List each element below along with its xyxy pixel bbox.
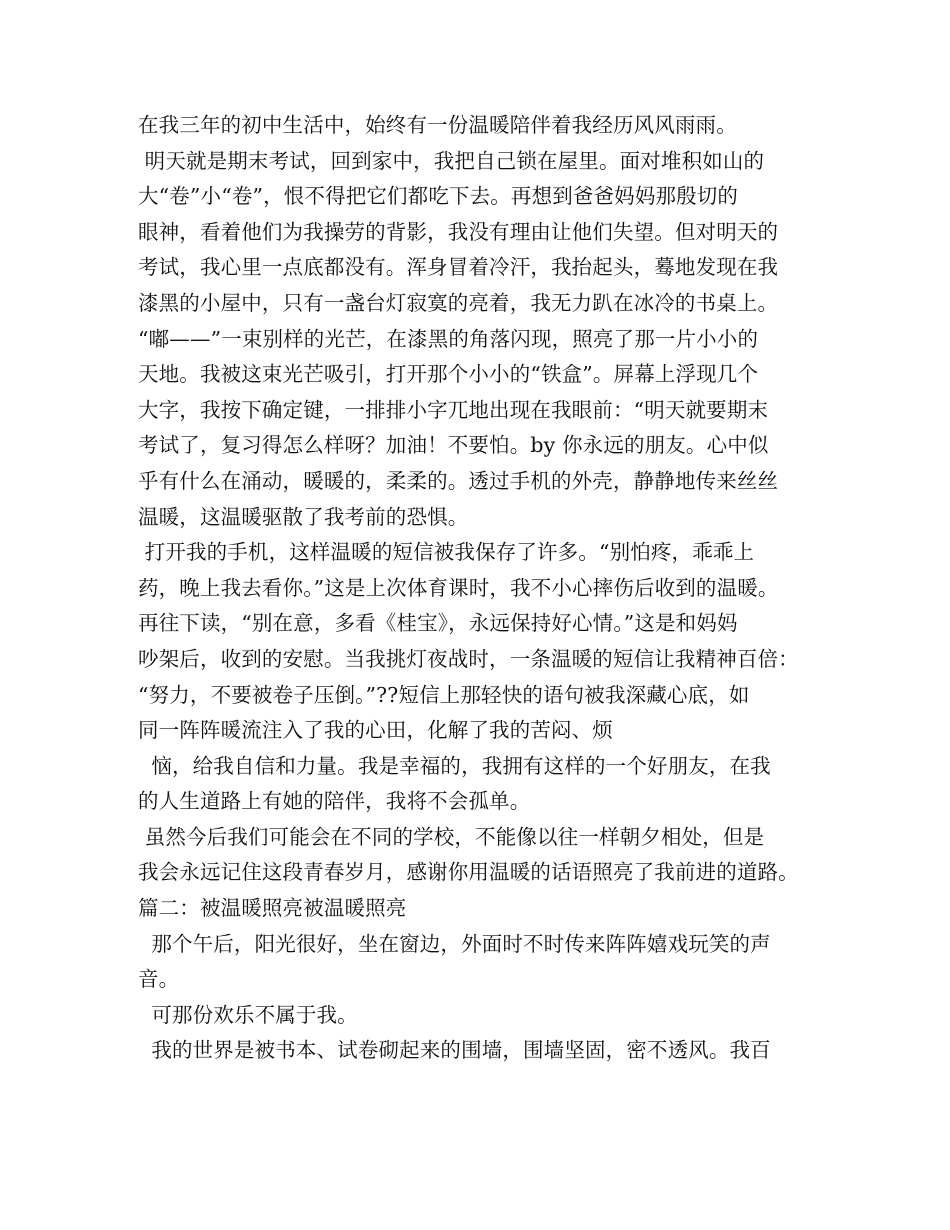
text-line: 考试，我心里一点底都没有。浑身冒着冷汗，我抬起头，蓦地发现在我 xyxy=(138,255,779,280)
text-line: 我会永远记住这段青春岁月，感谢你用温暖的话语照亮了我前进的道路。 xyxy=(138,860,799,885)
section-heading: 篇二：被温暖照亮被温暖照亮 xyxy=(138,896,407,921)
text-line: 漆黑的小屋中，只有一盏台灯寂寞的亮着，我无力趴在冰冷的书桌上。 xyxy=(138,290,779,315)
document-body xyxy=(138,108,818,1069)
text-line: “嘟——”一束别样的光芒，在漆黑的角落闪现，照亮了那一片小小的 xyxy=(138,326,759,351)
text-line: “努力，不要被卷子压倒。”??短信上那轻快的语句被我深藏心底，如 xyxy=(138,682,750,707)
text-line: 吵架后，收到的安慰。当我挑灯夜战时，一条温暖的短信让我精神百倍： xyxy=(138,646,799,671)
text-line: 虽然今后我们可能会在不同的学校，不能像以往一样朝夕相处，但是 xyxy=(138,824,765,849)
text-line: 可那份欢乐不属于我。 xyxy=(138,1002,358,1027)
text-line: 天地。我被这束光芒吸引，打开那个小小的“铁盒”。屏幕上浮现几个 xyxy=(138,362,759,387)
text-line: 明天就是期末考试，回到家中，我把自己锁在屋里。面对堆积如山的 xyxy=(138,148,765,173)
text-line: 大“卷”小“卷”，恨不得把它们都吃下去。再想到爸爸妈妈那殷切的 xyxy=(138,184,739,209)
text-line: 打开我的手机，这样温暖的短信被我保存了许多。“别怕疼，乖乖上 xyxy=(138,540,755,565)
text-line: 恼，给我自信和力量。我是幸福的，我拥有这样的一个好朋友，在我 xyxy=(138,753,771,778)
text-line: 药，晚上我去看你。”这是上次体育课时，我不小心摔伤后收到的温暖。 xyxy=(138,575,779,600)
text-line: 再往下读，“别在意，多看《桂宝》，永远保持好心情。”这是和妈妈 xyxy=(138,611,738,636)
text-line: 眼神，看着他们为我操劳的背影，我没有理由让他们失望。但对明天的 xyxy=(138,219,779,244)
text-line: 的人生道路上有她的陪伴，我将不会孤单。 xyxy=(138,789,531,814)
text-line: 同一阵阵暖流注入了我的心田，化解了我的苦闷、烦 xyxy=(138,718,613,743)
text-line: 温暖，这温暖驱散了我考前的恐惧。 xyxy=(138,504,469,529)
text-line: 大字，我按下确定键，一排排小字兀地出现在我眼前：“明天就要期末 xyxy=(138,397,769,422)
text-line: 乎有什么在涌动，暖暖的，柔柔的。透过手机的外壳，静静地传来丝丝 xyxy=(138,468,779,493)
text-line: 音。 xyxy=(138,967,180,992)
text-line: 那个午后，阳光很好，坐在窗边，外面时不时传来阵阵嬉戏玩笑的声 xyxy=(138,931,771,956)
text-line: 我的世界是被书本、试卷砌起来的围墙，围墙坚固，密不透风。我百 xyxy=(138,1038,771,1063)
text-line: 在我三年的初中生活中，始终有一份温暖陪伴着我经历风风雨雨。 xyxy=(138,113,737,137)
text-line: 考试了，复习得怎么样呀？加油！不要怕。by 你永远的朋友。心中似 xyxy=(138,433,769,458)
